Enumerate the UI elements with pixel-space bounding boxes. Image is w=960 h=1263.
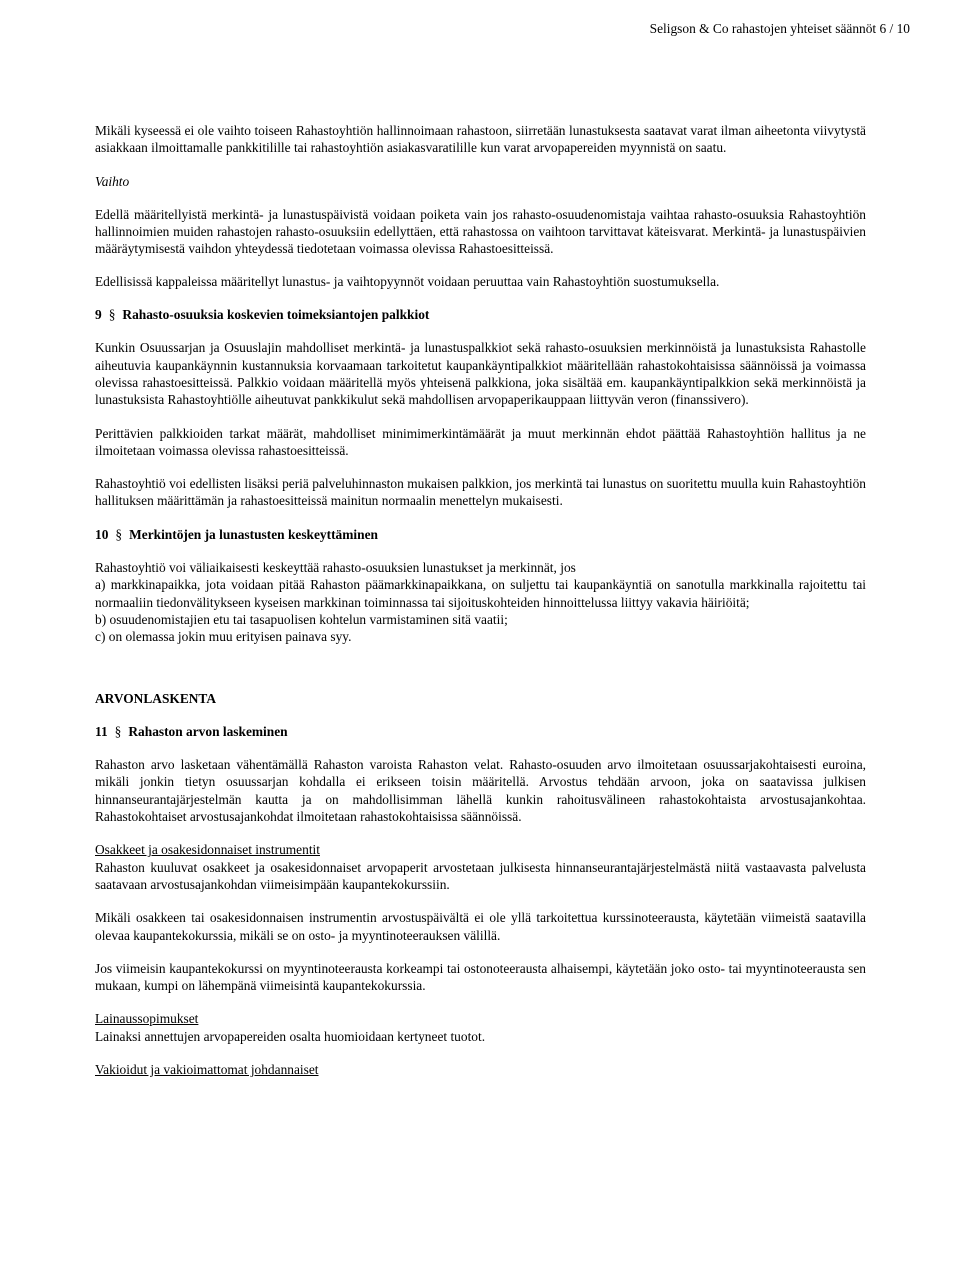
section-title: Rahasto-osuuksia koskevien toimeksiantojen palkkiot — [122, 307, 430, 323]
section-sign-icon: § — [115, 526, 123, 542]
page-header: Seligson & Co rahastojen yhteiset säännöt 6 / 10 — [649, 21, 910, 36]
section-title: Merkintöjen ja lunastusten keskeyttäminen — [129, 526, 378, 542]
section-number: 10 — [95, 526, 109, 542]
paragraph-laina-1: Lainaksi annettujen arvopapereiden osalta huomioidaan kertyneet tuotot. — [95, 1028, 486, 1044]
subsection-title-vaihto: Vaihto — [95, 173, 130, 189]
section-heading-10 — [95, 526, 866, 543]
subsection-title-osakkeet: Osakkeet ja osakesidonnaiset instrumentit — [95, 842, 320, 858]
section-sign-icon: § — [114, 723, 122, 739]
chapter-title-arvonlaskenta: ARVONLASKENTA — [95, 690, 217, 706]
paragraph-osakkeet-2: Mikäli osakkeen tai osakesidonnaisen instrumentin arvostuspäivältä ei ole yllä tarkoitettua kurssinoteerausta, käytetään viimeistä saatavilla olevaa kaupantekokurssia, mikäli se on osto- ja myyntinoteerauksen välillä. — [95, 910, 866, 943]
paragraph-sec9-3: Rahastoyhtiö voi edellisten lisäksi periä palveluhinnaston mukaisen palkkion, jos merkintä tai lunastus on suoritettu muulla kuin Rahastoyhtiön hallituksen määrittämän ja rahastoesitteissä mainitun normaalin menettelyn mukaisesti. — [95, 476, 866, 509]
section-number: 11 — [95, 723, 108, 739]
paragraph-osakkeet-3: Jos viimeisin kaupantekokurssi on myyntinoteerausta korkeampi tai ostonoteerausta alhaisempi, käytetään joko osto- tai myyntinoteerausta sen mukaan, kumpi on lähempänä viimeisintä kaupantekokurssia. — [95, 960, 866, 994]
paragraph-sec9-1: Kunkin Osuussarjan ja Osuuslajin mahdolliset merkintä- ja lunastuspalkkiot sekä rahasto-osuuksien merkinnöistä ja lunastuksista Rahastolle aiheutuvia kaupankäynnin kustannuksia korvaamaan tarkoitetut kaupankäyntipalkkiot määritellään rahastokohtaisissa säännöissä ja voimassa olevissa rahastoesitteissä. Palkkio voidaan määritellä myös yhteisenä palkkiona, joka sisältää em. kaupankäyntipalkkion sekä merkinnöistä ja lunastuksista Rahastoyhtiölle aiheutuvat pankkikulut sekä mahdollisen arvopaperikauppaan liittyvän veron (finanssivero). — [95, 340, 866, 408]
section-heading-11 — [95, 723, 866, 740]
section-number: 9 — [95, 307, 102, 323]
paragraph-vaihto-1: Edellä määritellyistä merkintä- ja lunastuspäivistä voidaan poiketa vain jos rahasto-osuudenomistaja vaihtaa rahasto-osuuksia Rahastoyhtiön hallinnoimien muiden rahastojen rahasto-osuuksiin edellyttäen, että rahastossa on vaihtoon tarvittavat käteisvarat. Merkintä- ja lunastuspäivien määräytymisestä vaihdon yhteydessä tiedotetaan voimassa olevissa Rahastoesitteissä. — [95, 206, 866, 257]
list-item-a: a) markkinapaikka, jota voidaan pitää Rahaston päämarkkinapaikkana, on suljettu tai kaupankäyntiä on sanotulla markkinalla rajoitettu tai normaaliin tiedonvälitykseen kyseisen markkinan toiminnassa tai sijoituskohteiden hinnoittelussa liittyy vakavia häiriöitä; — [95, 577, 866, 610]
section-title: Rahaston arvon laskeminen — [128, 723, 288, 739]
list-item-b: b) osuudenomistajien etu tai tasapuolisen kohtelun varmistaminen sitä vaatii; — [95, 611, 508, 627]
paragraph-sec9-2: Perittävien palkkioiden tarkat määrät, mahdolliset minimimerkintämäärät ja muut merkinnän ehdot päättää Rahastoyhtiön hallitus ja ne ilmoitetaan voimassa olevissa rahastoesitteissä. — [95, 425, 866, 458]
section-heading-9 — [95, 306, 866, 323]
paragraph-intro: Mikäli kyseessä ei ole vaihto toiseen Rahastoyhtiön hallinnoimaan rahastoon, siirretään lunastuksesta saatavat varat ilman aiheetonta viivytystä asiakkaan ilmoittamalle pankkitilille tai rahastoyhtiön asiakasvaratilille kun varat arvopapereiden myynnistä on saatu. — [95, 123, 866, 156]
subsection-title-vakioidut: Vakioidut ja vakioimattomat johdannaiset — [95, 1061, 319, 1077]
list-item-c: c) on olemassa jokin muu erityisen painava syy. — [95, 629, 352, 645]
subsection-title-lainaus: Lainaussopimukset — [95, 1011, 199, 1027]
paragraph-sec11-1: Rahaston arvo lasketaan vähentämällä Rahaston varoista Rahaston velat. Rahasto-osuuden arvo ilmoitetaan osuussarjakohtaisesti euroina, mikäli jonkin tietyn osuussarjan kohdalla ei erikseen toisin määritellä. Arvostus tehdään arvoon, joka on saatavissa julkisen hinnanseurantajärjestelmän kautta ja on mahdollisimman lähellä kunkin rahoitusvälineen rahastokohtaista arvostusajankohtaa. Rahastokohtaiset arvostusajankohdat ilmoitetaan rahastokohtaisissa säännöissä. — [95, 757, 866, 825]
paragraph-sec10-lead: Rahastoyhtiö voi väliaikaisesti keskeyttää rahasto-osuuksien lunastukset ja merkinnät, jos — [95, 560, 576, 576]
document-body — [95, 122, 866, 1078]
paragraph-osakkeet-1: Rahaston kuuluvat osakkeet ja osakesidonnaiset arvopaperit arvostetaan julkisesta hinnanseurantajärjestelmästä niitä vastaavasta palvelusta saatavaan arvostusajankohdan viimeisimpään kaupantekokurssiin. — [95, 859, 866, 892]
paragraph-vaihto-2: Edellisissä kappaleissa määritellyt lunastus- ja vaihtopyynnöt voidaan peruuttaa vain Rahastoyhtiön suostumuksella. — [95, 273, 720, 289]
section-sign-icon: § — [108, 307, 116, 323]
